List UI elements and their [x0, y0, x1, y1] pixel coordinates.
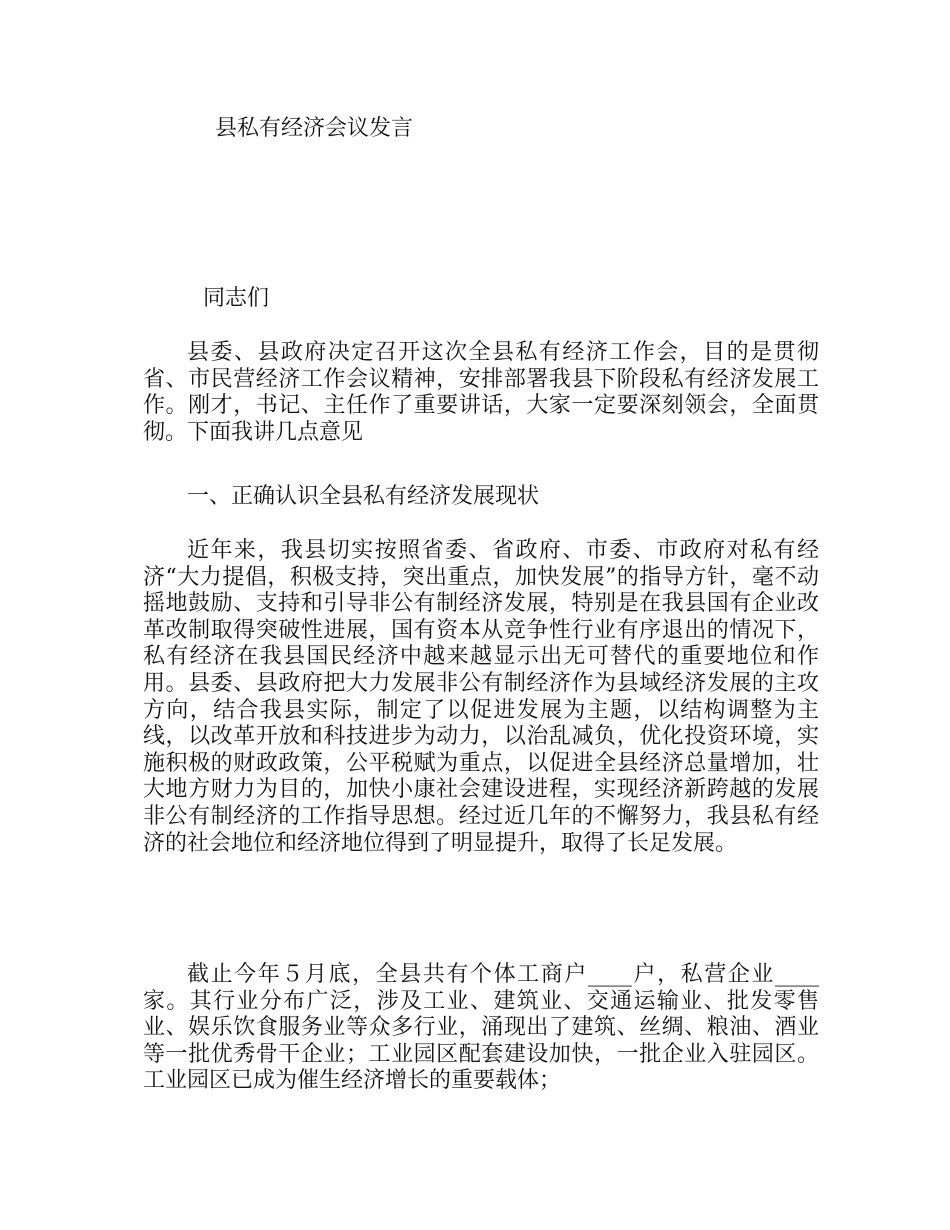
paragraph-status: 近年来，我县切实按照省委、省政府、市委、市政府对私有经济“大力提倡，积极支持，突出重点，加快发展”的指导方针，毫不动摇地鼓励、支持和引导非公有制经济发展，特别是在我县国有企业改革改制取得突破性进展，国有资本从竞争性行业有序退出的情况下，私有经济在我县国民经济中越来越显示出无可替代的重要地位和作用。县委、县政府把大力发展非公有制经济作为县域经济发展的主攻方向，结合我县实际，制定了以促进发展为主题，以结构调整为主线，以改革开放和科技进步为动力，以治乱减负，优化投资环境，实施积极的财政政策，公平税赋为重点，以促进全县经济总量增加，壮大地方财力为目的，加快小康社会建设进程，实现经济新跨越的发展非公有制经济的工作指导思想。经过近几年的不懈努力，我县私有经济的社会地位和经济地位得到了明显提升，取得了长足发展。 [143, 538, 819, 856]
paragraph-intro: 县委、县政府决定召开这次全县私有经济工作会，目的是贯彻省、市民营经济工作会议精神，安排部署我县下阶段私有经济发展工作。刚才，书记、主任作了重要讲话，大家一定要深刻领会，全面贯彻。下面我讲几点意见 [143, 340, 819, 445]
salutation: 同志们 [203, 286, 270, 311]
paragraph-statistics: 截止今年５月底，全县共有个体工商户____户，私营企业____家。其行业分布广泛，涉及工业、建筑业、交通运输业、批发零售业、娱乐饮食服务业等众多行业，涌现出了建筑、丝绸、粮油、酒业等一批优秀骨干企业；工业园区配套建设加快，一批企业入驻园区。工业园区已成为催生经济增长的重要载体； [143, 962, 819, 1094]
section-heading: 一、正确认识全县私有经济发展现状 [187, 484, 540, 509]
document-title: 县私有经济会议发言 [215, 116, 414, 141]
